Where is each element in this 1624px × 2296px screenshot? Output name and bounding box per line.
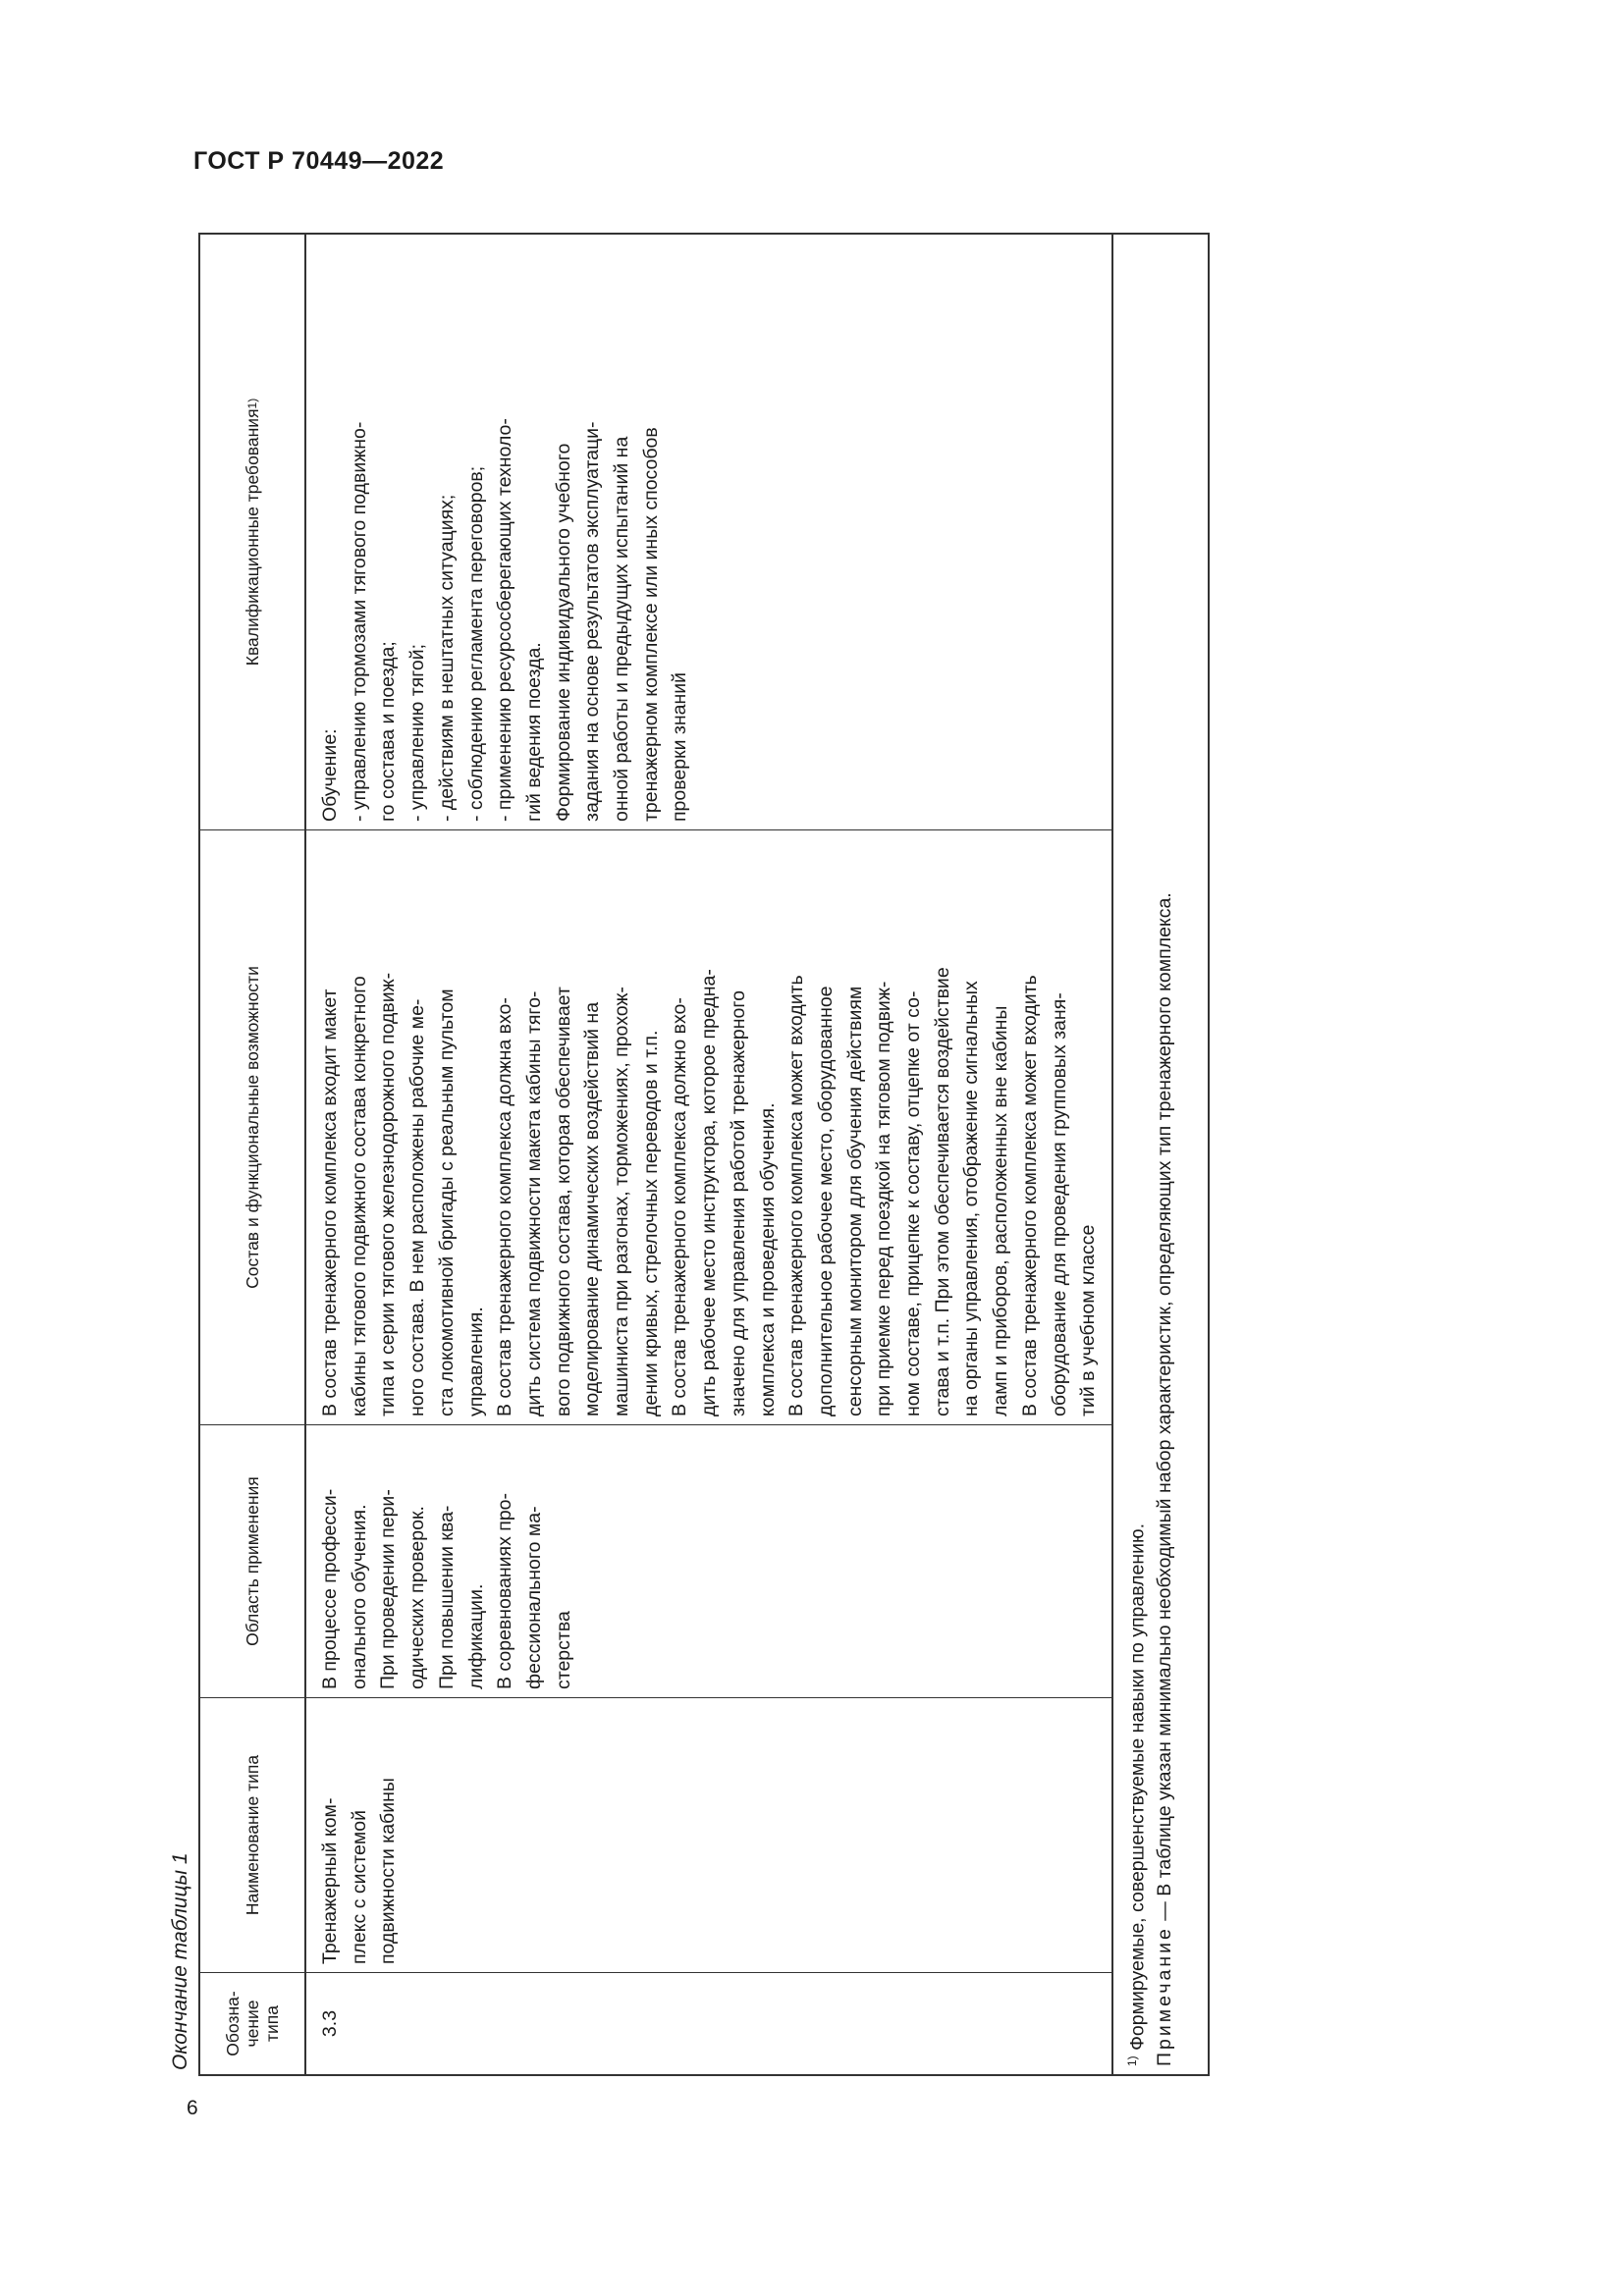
cell-line: При повышении ква- [435, 1505, 458, 1689]
cell-line: онального обучения. [348, 1504, 370, 1689]
note-text: — В таблице указан минимально необходимый набор характеристик, определяющих тип тренажерного комплекса. [1153, 892, 1175, 1927]
cell-line: подвижности кабины [377, 1778, 400, 1964]
table-header-row [200, 235, 306, 2074]
cell-line: тий в учебном классе [1077, 1224, 1100, 1416]
footnote-text: Формируемые, совершенствуемые навыки по управлению. [1126, 1522, 1149, 2056]
cell-line: - управлению тягой; [406, 643, 429, 822]
footnote-mark: 1) [1125, 2056, 1139, 2066]
cell-line: В состав тренажерного комплекса должно вхо- [669, 997, 691, 1416]
cell-line: кабины тягового подвижного состава конкретного [348, 976, 370, 1416]
header-requirements: Квалификационные требования 1) [243, 398, 262, 667]
cell-line: стерства [552, 1611, 574, 1689]
cell-line: ного состава. В нем расположены рабочие ме- [406, 998, 429, 1416]
cell-line: дении кривых, стрелочных переводов и т.п. [639, 1030, 662, 1416]
cell-requirements [306, 235, 1111, 829]
header-code: Обозна- чение типа [200, 1972, 304, 2074]
cell-line: става и т.п. При этом обеспечивается воздействие [931, 967, 953, 1416]
cell-line: В состав тренажерного комплекса может входить [785, 975, 808, 1416]
cell-line: гий ведения поезда. [522, 642, 545, 822]
cell-line: комплекса и проведения обучения. [756, 1102, 779, 1416]
cell-line: задания на основе результатов эксплуатаци- [581, 421, 604, 822]
table-row [306, 235, 1111, 2074]
cell-line: сенсорным монитором для обучения действиям [843, 986, 866, 1416]
cell-line: В состав тренажерного комплекса входит макет [319, 988, 341, 1416]
cell-line: тренажерном комплексе или иных способов [639, 427, 662, 822]
cell-line: ном составе, прицепке к составу, отцепке от со- [902, 990, 925, 1416]
cell-line: типа и серии тягового железнодорожного подвиж- [377, 972, 400, 1416]
table-footnotes [1111, 235, 1208, 2074]
page-number: 6 [187, 2097, 198, 2119]
cell-line: Формирование индивидуального учебного [552, 443, 574, 822]
cell-line: при приемке перед поездкой на тяговом подвиж- [873, 981, 895, 1416]
cell-scope [306, 1424, 1111, 1697]
cell-name [306, 1697, 1111, 1972]
cell-line: вого подвижного состава, которая обеспечивает [552, 987, 574, 1416]
table-caption: Окончание таблицы 1 [169, 1852, 191, 2070]
cell-line: значено для управления работой тренажерного [727, 990, 749, 1416]
cell-line: ламп и приборов, расположенных вне кабины [990, 1005, 1012, 1416]
cell-line: одических проверок. [406, 1506, 429, 1689]
note-label: Примечание [1153, 1926, 1175, 2066]
cell-line: - применению ресурсосберегающих техноло- [494, 418, 516, 822]
cell-line: лификации. [464, 1583, 487, 1689]
cell-line: на органы управления, отображение сигнальных [960, 981, 983, 1416]
table-note [1152, 242, 1178, 2066]
cell-line: - соблюдению регламента переговоров; [464, 465, 487, 822]
data-table [198, 233, 1210, 2076]
header-scope: Область применения [200, 1424, 304, 1697]
cell-composition [306, 829, 1111, 1424]
cell-line: онной работы и предыдущих испытаний на [611, 436, 633, 822]
cell-line: дить система подвижности макета кабины тяго- [522, 990, 545, 1416]
cell-line: фессионального ма- [522, 1506, 545, 1689]
cell-line: - управлению тормозами тягового подвижно- [348, 421, 370, 822]
cell-line: ста локомотивной бригады с реальным пультом [435, 988, 458, 1416]
cell-line: В процессе професси- [319, 1488, 341, 1689]
cell-code: 3.3 [306, 1972, 1111, 2074]
header-footnote-mark: 1) [245, 398, 259, 409]
header-composition: Состав и функциональные возможности [200, 829, 304, 1424]
cell-line: В состав тренажерного комплекса должна вхо- [494, 997, 516, 1416]
cell-line: моделирование динамических воздействий на [581, 1001, 604, 1416]
footnote [1119, 242, 1152, 2066]
cell-line: проверки знаний [669, 671, 691, 822]
rotated-table-block [169, 231, 1249, 2076]
header-name: Наименование типа [200, 1697, 304, 1972]
cell-line: - действиям в нештатных ситуациях; [435, 494, 458, 822]
cell-line: Тренажерный ком- [319, 1797, 341, 1964]
cell-line: При проведении пери- [377, 1489, 400, 1689]
cell-line: дить рабочее место инструктора, которое предна- [698, 969, 721, 1416]
cell-line: управления. [464, 1307, 487, 1416]
cell-line: В соревнованиях про- [494, 1492, 516, 1689]
cell-line: го состава и поезда; [377, 641, 400, 822]
cell-line: машиниста при разгонах, торможениях, прохож- [611, 987, 633, 1416]
cell-line: оборудование для проведения групповых заня- [1048, 992, 1070, 1416]
cell-line: плекс с системой [348, 1810, 370, 1964]
document-header: ГОСТ Р 70449—2022 [193, 147, 445, 175]
cell-line: дополнительное рабочее место, оборудованное [814, 986, 837, 1416]
cell-line: Обучение: [319, 728, 341, 822]
cell-line: В состав тренажерного комплекса может входить [1018, 975, 1041, 1416]
